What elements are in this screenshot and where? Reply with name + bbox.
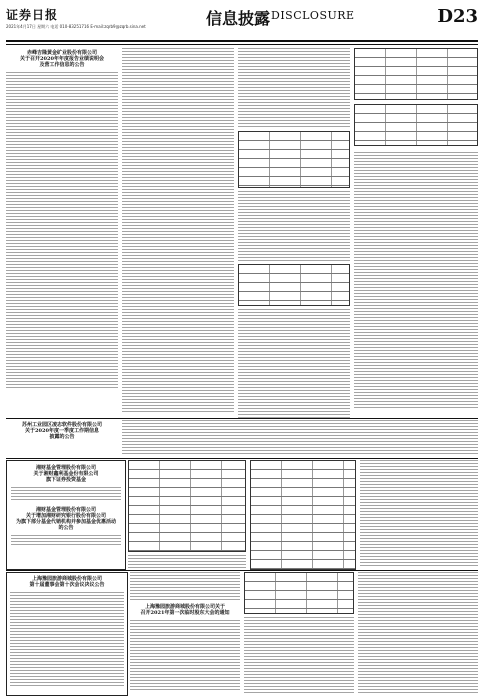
article-body <box>6 72 118 390</box>
column-bottom-2 <box>130 572 240 694</box>
article-title: 湘财基金管理股份有限公司 关于增加湘财研究银行股份有限公司 为旗下部分基金代销机构并参加基金优惠活动 的公告 <box>15 507 116 531</box>
section-divider <box>6 570 478 571</box>
article-body <box>238 48 350 128</box>
section-title-en: DISCLOSURE <box>271 9 355 22</box>
article-title: 赤峰吉隆黄金矿业股份有限公司 关于召开2020年年度报告业绩说明会 及营工作信息的公告 <box>20 50 104 68</box>
column-lower-4 <box>360 460 478 568</box>
article-body <box>244 617 354 695</box>
header-rule-thin <box>6 44 478 45</box>
data-table <box>238 131 350 188</box>
article-body <box>10 592 124 688</box>
data-table <box>244 572 354 614</box>
column-1-upper <box>6 48 118 414</box>
article-body <box>128 555 246 569</box>
article-body <box>354 152 478 408</box>
article-title: 上海豫园旅游商城股份有限公司关于 召开2021年第一次临时股东大会的通知 <box>140 604 230 616</box>
article-body <box>238 191 350 261</box>
issue-info: 2021年4月17日 星期六 电话 010-83251716 E-mail:zqrb9@zqrb.sina.net <box>6 24 146 29</box>
newspaper-logo: 证券日报 <box>6 8 59 22</box>
article-body <box>130 620 240 692</box>
section-divider <box>6 418 478 419</box>
column-4-upper <box>354 48 478 414</box>
data-table <box>128 460 246 552</box>
article-body <box>122 48 234 414</box>
article-body <box>130 572 240 602</box>
article-body <box>360 460 478 568</box>
article-title: 湘财基金管理股份有限公司 关于湘财鑫利基金份有限公司 旗下证券投资基金 <box>33 465 99 483</box>
column-bottom-3 <box>244 572 354 694</box>
data-table <box>354 104 478 146</box>
article-3-box <box>6 460 126 570</box>
article-body <box>122 420 478 456</box>
section-divider <box>6 458 478 459</box>
article-body <box>11 535 121 547</box>
header-rule <box>6 40 478 42</box>
page-number: D23 <box>437 6 478 27</box>
data-table <box>250 460 356 570</box>
section-title: 信息披露 <box>206 9 271 28</box>
article-body <box>11 487 121 501</box>
article-body <box>358 572 478 694</box>
data-table <box>354 48 478 100</box>
column-lower-3 <box>250 460 356 568</box>
data-table <box>238 264 350 306</box>
article-2-header <box>6 420 118 456</box>
column-2-upper <box>122 48 234 414</box>
article-title: 苏州工业园区凌志软件股份有限公司 关于2020年度一季度工作期信息 披露的公告 <box>21 422 102 440</box>
column-3-upper <box>238 48 350 414</box>
column-lower-2 <box>128 460 246 568</box>
article-5-box <box>6 572 128 696</box>
article-title: 上海豫园旅游商城股份有限公司 第十届董事会第十次会议决议公告 <box>29 576 105 588</box>
article-body <box>238 309 350 419</box>
column-bottom-4 <box>358 572 478 694</box>
article-2-body <box>122 420 478 456</box>
